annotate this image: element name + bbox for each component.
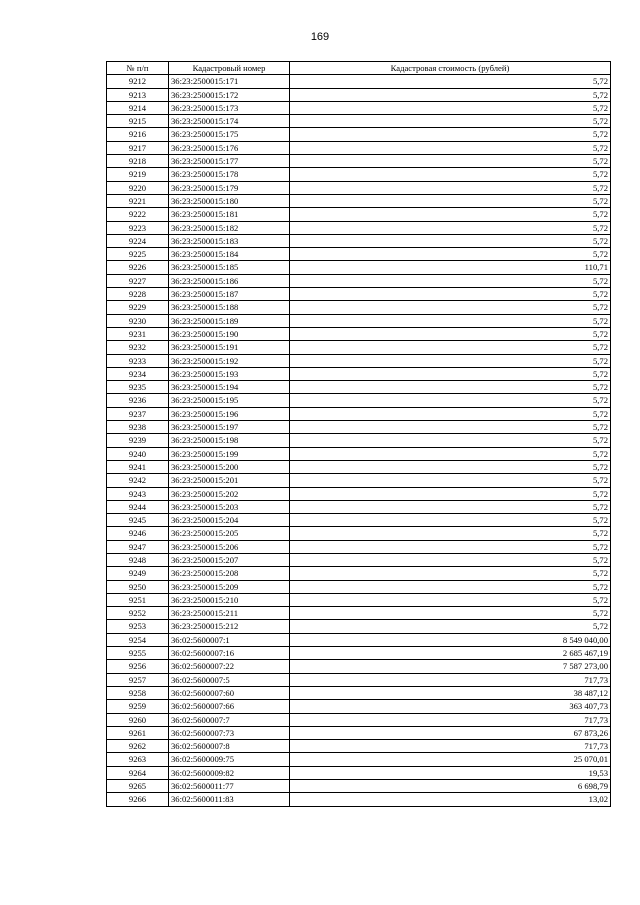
row-number-cell: 9245 <box>107 514 169 527</box>
row-number-cell: 9265 <box>107 780 169 793</box>
cadastral-number-cell: 36:23:2500015:175 <box>169 128 290 141</box>
cadastral-number-cell: 36:23:2500015:201 <box>169 474 290 487</box>
row-number-cell: 9258 <box>107 686 169 699</box>
table-row <box>107 593 611 606</box>
cadastral-value-cell: 5,72 <box>290 88 611 101</box>
cadastral-number-cell: 36:02:5600007:60 <box>169 686 290 699</box>
cadastral-number-cell: 36:23:2500015:176 <box>169 141 290 154</box>
row-number-cell: 9239 <box>107 434 169 447</box>
cadastral-number-cell: 36:02:5600007:16 <box>169 647 290 660</box>
table-row <box>107 248 611 261</box>
row-number-cell: 9226 <box>107 261 169 274</box>
table-row <box>107 274 611 287</box>
row-number-cell: 9214 <box>107 101 169 114</box>
cadastral-number-cell: 36:23:2500015:174 <box>169 115 290 128</box>
cadastral-number-cell: 36:23:2500015:199 <box>169 447 290 460</box>
cadastral-number-cell: 36:23:2500015:182 <box>169 221 290 234</box>
cadastral-number-cell: 36:02:5600007:1 <box>169 633 290 646</box>
cadastral-number-cell: 36:23:2500015:203 <box>169 500 290 513</box>
cadastral-value-cell: 5,72 <box>290 101 611 114</box>
table-row <box>107 288 611 301</box>
cadastral-value-cell: 2 685 467,19 <box>290 647 611 660</box>
cadastral-value-cell: 5,72 <box>290 301 611 314</box>
row-number-cell: 9217 <box>107 141 169 154</box>
cadastral-number-cell: 36:23:2500015:190 <box>169 327 290 340</box>
cadastral-value-cell: 5,72 <box>290 181 611 194</box>
row-number-cell: 9241 <box>107 460 169 473</box>
table-row <box>107 128 611 141</box>
row-number-cell: 9232 <box>107 341 169 354</box>
cadastral-value-cell: 5,72 <box>290 115 611 128</box>
row-number-cell: 9250 <box>107 580 169 593</box>
header-row-number: № п/п <box>107 62 169 75</box>
cadastral-number-cell: 36:23:2500015:172 <box>169 88 290 101</box>
cadastral-number-cell: 36:23:2500015:196 <box>169 407 290 420</box>
cadastral-value-cell: 5,72 <box>290 394 611 407</box>
row-number-cell: 9229 <box>107 301 169 314</box>
cadastral-value-cell: 6 698,79 <box>290 780 611 793</box>
cadastral-value-cell: 5,72 <box>290 487 611 500</box>
cadastral-value-cell: 5,72 <box>290 407 611 420</box>
table-row <box>107 580 611 593</box>
table-row <box>107 434 611 447</box>
cadastral-value-cell: 5,72 <box>290 620 611 633</box>
table-row <box>107 208 611 221</box>
cadastral-value-cell: 5,72 <box>290 221 611 234</box>
row-number-cell: 9224 <box>107 234 169 247</box>
cadastral-number-cell: 36:23:2500015:184 <box>169 248 290 261</box>
table-row <box>107 234 611 247</box>
row-number-cell: 9263 <box>107 753 169 766</box>
table-row <box>107 540 611 553</box>
row-number-cell: 9251 <box>107 593 169 606</box>
cadastral-value-cell: 13,02 <box>290 793 611 806</box>
cadastral-number-cell: 36:02:5600007:73 <box>169 726 290 739</box>
cadastral-number-cell: 36:23:2500015:198 <box>169 434 290 447</box>
table-row <box>107 407 611 420</box>
table-row <box>107 567 611 580</box>
cadastral-number-cell: 36:23:2500015:205 <box>169 527 290 540</box>
table-row <box>107 740 611 753</box>
table-row <box>107 673 611 686</box>
table-row <box>107 354 611 367</box>
cadastral-value-cell: 5,72 <box>290 447 611 460</box>
cadastral-value-cell: 5,72 <box>290 527 611 540</box>
row-number-cell: 9249 <box>107 567 169 580</box>
cadastral-value-cell: 5,72 <box>290 434 611 447</box>
cadastral-number-cell: 36:02:5600009:75 <box>169 753 290 766</box>
cadastral-number-cell: 36:23:2500015:197 <box>169 421 290 434</box>
cadastral-number-cell: 36:02:5600007:8 <box>169 740 290 753</box>
cadastral-value-cell: 5,72 <box>290 288 611 301</box>
cadastral-number-cell: 36:23:2500015:202 <box>169 487 290 500</box>
row-number-cell: 9228 <box>107 288 169 301</box>
cadastral-value-cell: 717,73 <box>290 713 611 726</box>
cadastral-value-cell: 8 549 040,00 <box>290 633 611 646</box>
table-row <box>107 700 611 713</box>
row-number-cell: 9225 <box>107 248 169 261</box>
cadastral-number-cell: 36:02:5600009:82 <box>169 766 290 779</box>
cadastral-value-cell: 38 487,12 <box>290 686 611 699</box>
row-number-cell: 9238 <box>107 421 169 434</box>
table-row <box>107 607 611 620</box>
cadastral-number-cell: 36:23:2500015:179 <box>169 181 290 194</box>
table-row <box>107 341 611 354</box>
cadastral-number-cell: 36:23:2500015:185 <box>169 261 290 274</box>
row-number-cell: 9223 <box>107 221 169 234</box>
row-number-cell: 9261 <box>107 726 169 739</box>
row-number-cell: 9230 <box>107 314 169 327</box>
cadastral-number-cell: 36:23:2500015:195 <box>169 394 290 407</box>
row-number-cell: 9246 <box>107 527 169 540</box>
table-row <box>107 620 611 633</box>
cadastral-number-cell: 36:23:2500015:173 <box>169 101 290 114</box>
row-number-cell: 9233 <box>107 354 169 367</box>
cadastral-number-cell: 36:23:2500015:178 <box>169 168 290 181</box>
row-number-cell: 9243 <box>107 487 169 500</box>
table-row <box>107 686 611 699</box>
header-cadastral-value: Кадастровая стоимость (рублей) <box>290 62 611 75</box>
table-row <box>107 460 611 473</box>
table-row <box>107 753 611 766</box>
cadastral-number-cell: 36:23:2500015:211 <box>169 607 290 620</box>
cadastral-number-cell: 36:23:2500015:171 <box>169 75 290 88</box>
cadastral-value-cell: 5,72 <box>290 155 611 168</box>
cadastral-value-cell: 5,72 <box>290 593 611 606</box>
cadastral-value-cell: 5,72 <box>290 341 611 354</box>
cadastral-number-cell: 36:23:2500015:204 <box>169 514 290 527</box>
cadastral-value-cell: 5,72 <box>290 141 611 154</box>
table-body <box>107 75 611 806</box>
cadastral-number-cell: 36:02:5600007:7 <box>169 713 290 726</box>
row-number-cell: 9244 <box>107 500 169 513</box>
cadastral-value-cell: 25 070,01 <box>290 753 611 766</box>
table-row <box>107 553 611 566</box>
table-row <box>107 514 611 527</box>
cadastral-value-cell: 5,72 <box>290 128 611 141</box>
cadastral-value-cell: 5,72 <box>290 314 611 327</box>
cadastral-value-cell: 5,72 <box>290 421 611 434</box>
cadastral-number-cell: 36:02:5600007:66 <box>169 700 290 713</box>
table-header-row <box>107 62 611 75</box>
row-number-cell: 9262 <box>107 740 169 753</box>
cadastral-value-cell: 717,73 <box>290 740 611 753</box>
cadastral-value-table <box>106 61 611 807</box>
cadastral-number-cell: 36:23:2500015:180 <box>169 194 290 207</box>
row-number-cell: 9235 <box>107 381 169 394</box>
cadastral-number-cell: 36:23:2500015:187 <box>169 288 290 301</box>
cadastral-value-cell: 5,72 <box>290 194 611 207</box>
cadastral-number-cell: 36:23:2500015:192 <box>169 354 290 367</box>
row-number-cell: 9257 <box>107 673 169 686</box>
cadastral-number-cell: 36:02:5600011:83 <box>169 793 290 806</box>
cadastral-value-cell: 5,72 <box>290 208 611 221</box>
table-row <box>107 447 611 460</box>
row-number-cell: 9259 <box>107 700 169 713</box>
table-row <box>107 633 611 646</box>
table-row <box>107 487 611 500</box>
table-row <box>107 500 611 513</box>
table-row <box>107 327 611 340</box>
cadastral-number-cell: 36:23:2500015:200 <box>169 460 290 473</box>
cadastral-value-cell: 363 407,73 <box>290 700 611 713</box>
row-number-cell: 9216 <box>107 128 169 141</box>
row-number-cell: 9247 <box>107 540 169 553</box>
row-number-cell: 9218 <box>107 155 169 168</box>
cadastral-number-cell: 36:23:2500015:186 <box>169 274 290 287</box>
table-row <box>107 155 611 168</box>
cadastral-value-cell: 5,72 <box>290 75 611 88</box>
table-row <box>107 780 611 793</box>
table-row <box>107 394 611 407</box>
cadastral-value-cell: 5,72 <box>290 274 611 287</box>
row-number-cell: 9240 <box>107 447 169 460</box>
row-number-cell: 9213 <box>107 88 169 101</box>
row-number-cell: 9234 <box>107 367 169 380</box>
row-number-cell: 9237 <box>107 407 169 420</box>
table-row <box>107 367 611 380</box>
cadastral-value-cell: 110,71 <box>290 261 611 274</box>
cadastral-number-cell: 36:23:2500015:206 <box>169 540 290 553</box>
table-row <box>107 381 611 394</box>
cadastral-number-cell: 36:02:5600011:77 <box>169 780 290 793</box>
table-row <box>107 793 611 806</box>
cadastral-number-cell: 36:23:2500015:191 <box>169 341 290 354</box>
cadastral-value-cell: 5,72 <box>290 514 611 527</box>
table-row <box>107 115 611 128</box>
table-row <box>107 168 611 181</box>
table-row <box>107 101 611 114</box>
cadastral-value-cell: 67 873,26 <box>290 726 611 739</box>
cadastral-number-cell: 36:23:2500015:194 <box>169 381 290 394</box>
cadastral-number-cell: 36:23:2500015:208 <box>169 567 290 580</box>
cadastral-value-cell: 5,72 <box>290 474 611 487</box>
row-number-cell: 9260 <box>107 713 169 726</box>
cadastral-number-cell: 36:23:2500015:210 <box>169 593 290 606</box>
row-number-cell: 9252 <box>107 607 169 620</box>
cadastral-value-cell: 5,72 <box>290 327 611 340</box>
cadastral-number-cell: 36:02:5600007:5 <box>169 673 290 686</box>
cadastral-number-cell: 36:23:2500015:188 <box>169 301 290 314</box>
table-row <box>107 75 611 88</box>
cadastral-value-cell: 5,72 <box>290 540 611 553</box>
table-row <box>107 660 611 673</box>
row-number-cell: 9254 <box>107 633 169 646</box>
table-row <box>107 301 611 314</box>
table-row <box>107 181 611 194</box>
table-row <box>107 474 611 487</box>
table-row <box>107 221 611 234</box>
row-number-cell: 9221 <box>107 194 169 207</box>
row-number-cell: 9242 <box>107 474 169 487</box>
row-number-cell: 9248 <box>107 553 169 566</box>
cadastral-number-cell: 36:23:2500015:207 <box>169 553 290 566</box>
table-row <box>107 194 611 207</box>
table-row <box>107 726 611 739</box>
row-number-cell: 9236 <box>107 394 169 407</box>
table-row <box>107 766 611 779</box>
row-number-cell: 9253 <box>107 620 169 633</box>
cadastral-value-cell: 5,72 <box>290 580 611 593</box>
cadastral-value-cell: 5,72 <box>290 460 611 473</box>
cadastral-number-cell: 36:23:2500015:212 <box>169 620 290 633</box>
table-row <box>107 88 611 101</box>
cadastral-value-cell: 5,72 <box>290 168 611 181</box>
table-row <box>107 314 611 327</box>
cadastral-value-cell: 717,73 <box>290 673 611 686</box>
cadastral-number-cell: 36:23:2500015:177 <box>169 155 290 168</box>
table-row <box>107 647 611 660</box>
cadastral-value-cell: 5,72 <box>290 248 611 261</box>
cadastral-value-cell: 5,72 <box>290 553 611 566</box>
row-number-cell: 9215 <box>107 115 169 128</box>
cadastral-value-cell: 5,72 <box>290 567 611 580</box>
cadastral-number-cell: 36:23:2500015:209 <box>169 580 290 593</box>
row-number-cell: 9264 <box>107 766 169 779</box>
cadastral-value-cell: 5,72 <box>290 607 611 620</box>
cadastral-number-cell: 36:02:5600007:22 <box>169 660 290 673</box>
cadastral-value-cell: 5,72 <box>290 367 611 380</box>
page-number: 169 <box>310 31 330 43</box>
table-row <box>107 713 611 726</box>
header-cadastral-number: Кадастровый номер <box>169 62 290 75</box>
cadastral-value-cell: 5,72 <box>290 381 611 394</box>
cadastral-number-cell: 36:23:2500015:193 <box>169 367 290 380</box>
row-number-cell: 9255 <box>107 647 169 660</box>
row-number-cell: 9231 <box>107 327 169 340</box>
row-number-cell: 9222 <box>107 208 169 221</box>
table-row <box>107 261 611 274</box>
cadastral-value-cell: 5,72 <box>290 234 611 247</box>
cadastral-number-cell: 36:23:2500015:181 <box>169 208 290 221</box>
table-row <box>107 527 611 540</box>
cadastral-number-cell: 36:23:2500015:189 <box>169 314 290 327</box>
cadastral-value-cell: 5,72 <box>290 354 611 367</box>
row-number-cell: 9256 <box>107 660 169 673</box>
row-number-cell: 9266 <box>107 793 169 806</box>
table-row <box>107 421 611 434</box>
cadastral-value-cell: 5,72 <box>290 500 611 513</box>
cadastral-value-cell: 19,53 <box>290 766 611 779</box>
row-number-cell: 9220 <box>107 181 169 194</box>
cadastral-number-cell: 36:23:2500015:183 <box>169 234 290 247</box>
table-row <box>107 141 611 154</box>
row-number-cell: 9227 <box>107 274 169 287</box>
row-number-cell: 9212 <box>107 75 169 88</box>
row-number-cell: 9219 <box>107 168 169 181</box>
cadastral-value-cell: 7 587 273,00 <box>290 660 611 673</box>
